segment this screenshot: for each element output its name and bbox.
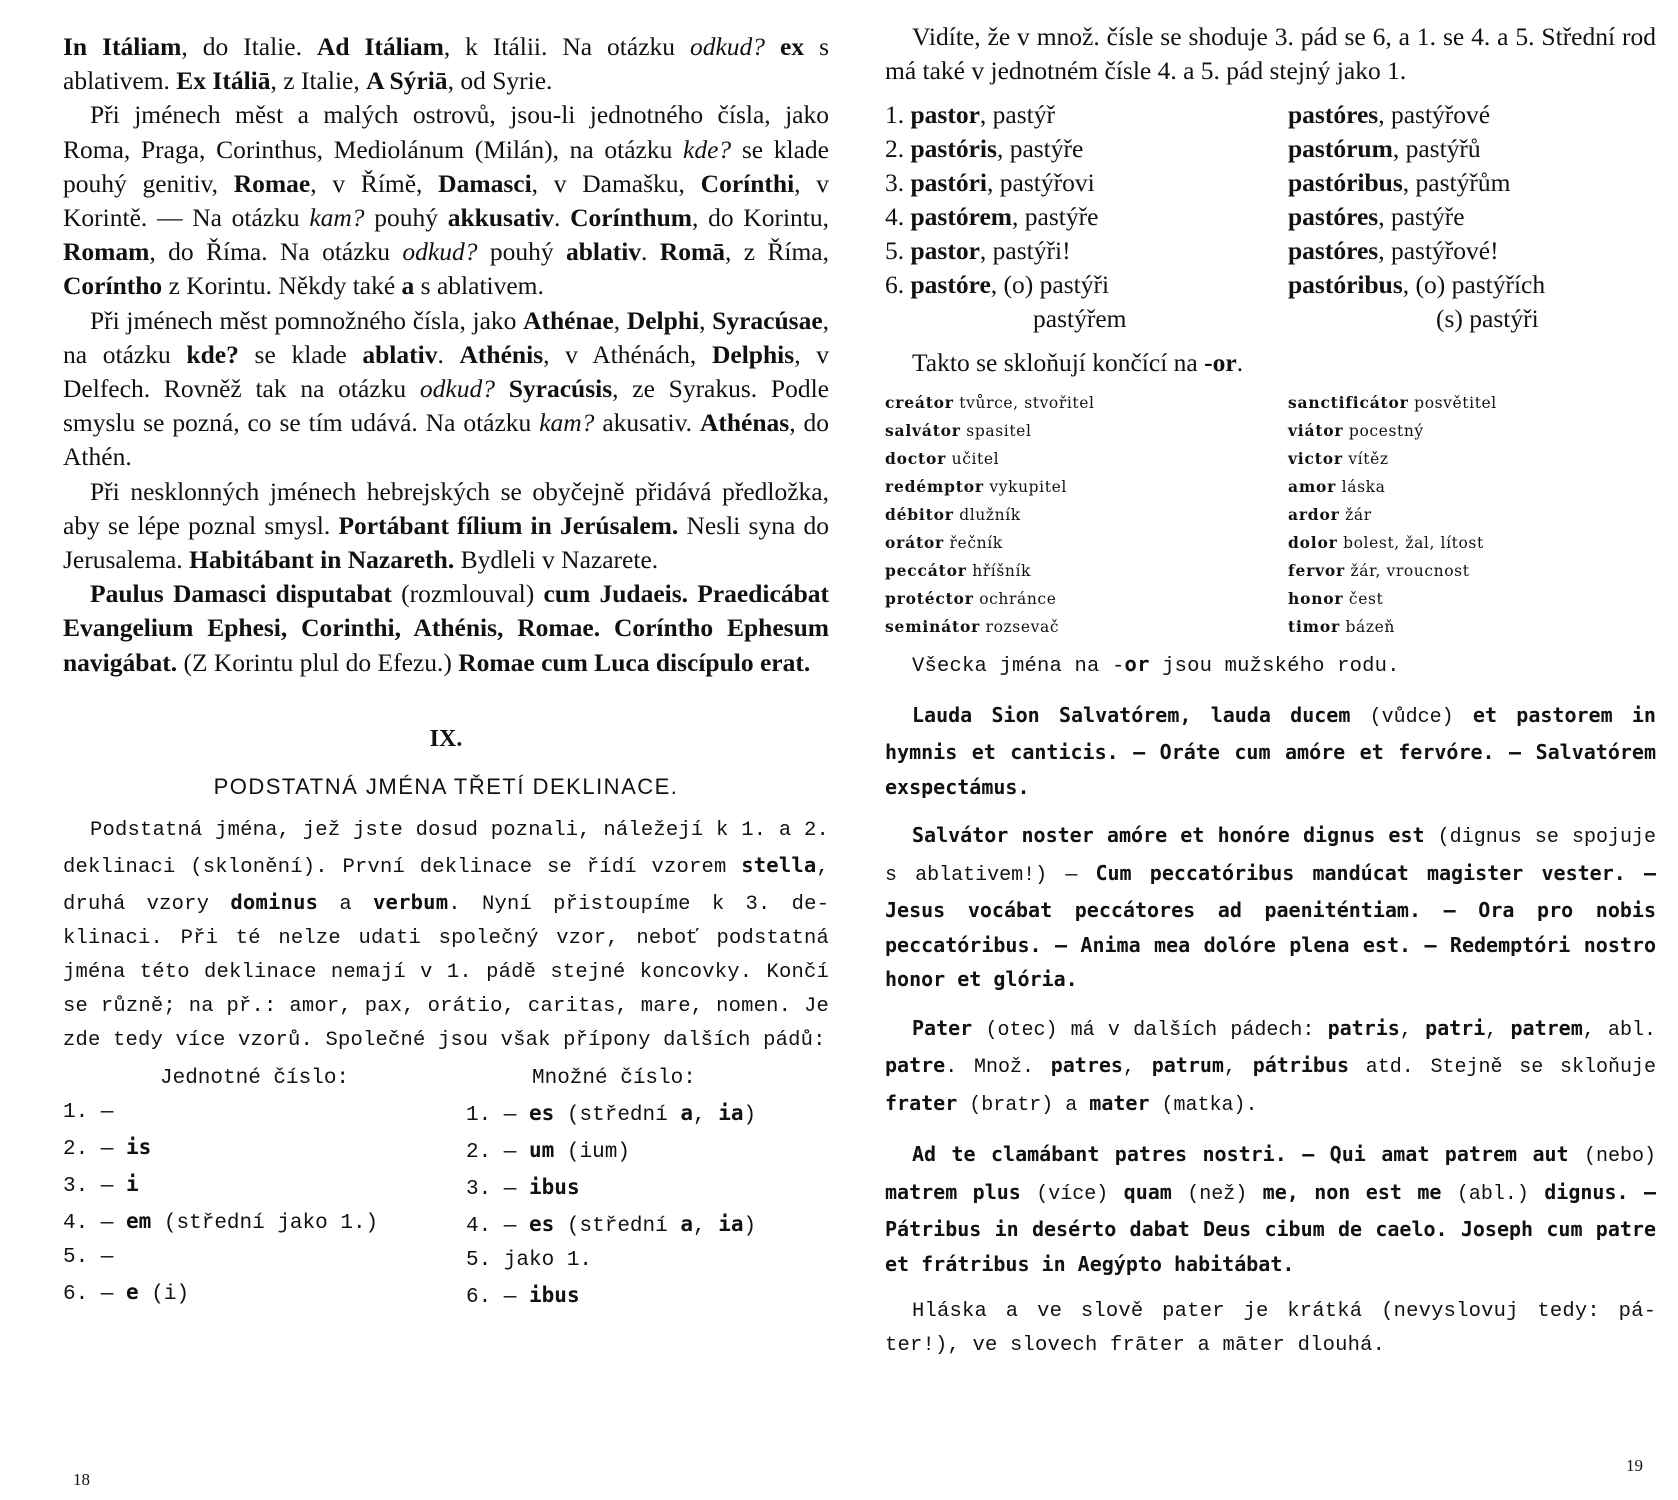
text-run: Při jménech měst a malých ostrovů, jsou-li jednotného čísla, jako Roma, Praga, Corinthus, Mediolánum (Milán), na otázku	[63, 100, 829, 164]
text-run: patrem	[1510, 1015, 1583, 1040]
list-item	[63, 1130, 466, 1167]
text-run: Nesli syna do Jerusalema.	[63, 510, 829, 575]
text-run: , pastýřům	[1402, 168, 1511, 198]
text-run: Syracúsis	[508, 374, 613, 404]
declension-table	[63, 1096, 829, 1315]
list-item	[1288, 417, 1656, 445]
paragraph	[885, 20, 1656, 88]
text-run: um	[529, 1137, 555, 1162]
text-run: quam	[1123, 1179, 1172, 1204]
text-run: akusativ.	[594, 408, 700, 438]
text-run: odkud?	[419, 374, 495, 404]
text-run: (než)	[1171, 1182, 1263, 1206]
text-run: stella	[741, 852, 817, 877]
text-run: Salvátor noster amóre et honóre dignus est	[912, 823, 1425, 848]
text-run: , pastýř	[979, 100, 1055, 130]
text-run: posvětitel	[1408, 393, 1497, 412]
text-run: Athénas	[699, 408, 790, 438]
text-run: dolor	[1288, 532, 1338, 552]
chapter-title: PODSTATNÁ JMÉNA TŘETÍ DEKLINACE.	[213, 773, 679, 799]
list-item	[1288, 98, 1656, 132]
text-run: )	[743, 1214, 757, 1238]
text-run: Romam	[63, 237, 150, 267]
text-run: Romā	[659, 237, 725, 267]
text-run: , z Italie,	[270, 66, 367, 96]
text-run: Ad te clamábant patres nostri. — Qui amat patrem aut	[912, 1142, 1569, 1167]
text-run: Podstatná jména, jež jste dosud poznali, náležejí k 1. a 2. deklinaci (sklonění). První deklinace se řídí vzorem	[63, 818, 829, 879]
text-run: pátribus	[1252, 1053, 1350, 1078]
text-run: kde?	[186, 339, 239, 369]
text-run: sanctificátor	[1288, 392, 1409, 412]
list-item	[885, 389, 1288, 417]
text-run: honor	[1288, 588, 1344, 608]
text-run: , pastýře	[1012, 202, 1099, 232]
list-item	[1288, 529, 1656, 557]
text-run: protéctor	[885, 588, 974, 608]
text-run: .	[554, 203, 571, 233]
text-run: bolest, žal, lítost	[1337, 533, 1484, 552]
text-run: a	[401, 271, 415, 301]
vocabulary-left	[885, 389, 1288, 641]
text-run: pastóres	[1288, 202, 1379, 232]
page-number: 19	[1626, 1456, 1643, 1475]
text-run: or	[1124, 651, 1150, 676]
text-run: , pastýřovi	[987, 168, 1095, 198]
text-run: ia	[718, 1211, 744, 1236]
text-run: , pastýřové	[1378, 100, 1491, 130]
list-item	[1288, 132, 1656, 166]
paradigm-singular-cont: pastýřem	[1033, 304, 1127, 334]
text-run: , pastýřové!	[1378, 236, 1499, 266]
text-run: ardor	[1288, 504, 1340, 524]
text-run: se klade	[238, 339, 363, 369]
list-item	[885, 529, 1288, 557]
text-run: Všecka jména na -	[912, 654, 1125, 678]
paragraph	[63, 304, 829, 475]
text-run: (dignus se spojuje s ablativem!) —	[885, 826, 1656, 887]
text-run: s ablativem.	[414, 271, 544, 301]
text-run: 6. —	[63, 1282, 127, 1306]
list-item	[1288, 557, 1656, 585]
list-item	[1288, 389, 1656, 417]
text-run: matrem plus	[885, 1179, 1021, 1204]
text-run: Corínthum	[570, 203, 692, 233]
text-run: akkusativ	[447, 203, 555, 233]
list-item	[1288, 585, 1656, 613]
text-run: .	[641, 237, 660, 267]
text-run: Vidíte, že v množ. čísle se shoduje 3. pád se 6, a 1. se 4. a 5. Střední rod má také v jednotném čísle 4. a 5. pád stejný jako 1.	[885, 22, 1656, 86]
text-run: , v Korintě. — Na otázku	[63, 168, 830, 233]
text-run: 3. —	[63, 1174, 127, 1198]
text-run: e	[126, 1279, 139, 1304]
list-item	[885, 166, 1288, 200]
text-run: , pastýře	[1378, 202, 1465, 232]
text-run: amor	[1288, 476, 1337, 496]
text-run: vítěz	[1342, 449, 1389, 468]
text-run: In Itáliam	[63, 32, 182, 61]
list-item	[885, 445, 1288, 473]
list-item	[63, 1204, 466, 1241]
text-run: Delphi	[626, 305, 700, 335]
text-run: , ze Syrakus. Podle smyslu se pozná, co se tím udává. Na otázku	[63, 374, 830, 438]
text-run: ,	[1399, 1018, 1426, 1042]
text-run: , do Říma. Na otázku	[149, 237, 403, 267]
text-run: Pater	[912, 1015, 973, 1040]
text-run: , od Syrie.	[447, 66, 553, 96]
text-run: redémptor	[885, 476, 984, 496]
paragraph	[63, 475, 829, 578]
text-run: řečník	[944, 533, 1003, 552]
text-run: i	[126, 1171, 139, 1196]
text-run: Romae	[233, 168, 311, 198]
text-run: dlužník	[953, 505, 1021, 524]
singular-header: Jednotné číslo:	[160, 1066, 350, 1090]
text-run: pocestný	[1343, 421, 1424, 440]
text-run: seminátor	[885, 616, 981, 636]
text-run: , pastýře	[996, 134, 1084, 164]
list-item	[885, 132, 1288, 166]
text-run: victor	[1288, 448, 1343, 468]
text-run: , k Itálii. Na otázku	[443, 32, 690, 61]
text-run: ,	[693, 1103, 719, 1127]
text-run: Athénis	[459, 339, 544, 369]
paradigm-table	[885, 98, 1656, 336]
text-run: viátor	[1288, 420, 1344, 440]
text-run: kam?	[309, 203, 365, 233]
singular-endings	[63, 1096, 466, 1315]
text-run: patrum	[1151, 1053, 1224, 1078]
text-run: Corínthi	[700, 168, 795, 198]
text-run: frater	[885, 1090, 958, 1115]
text-run: 5. —	[63, 1245, 114, 1269]
list-item	[885, 585, 1288, 613]
list-item	[885, 417, 1288, 445]
text-run: me, non est me	[1262, 1179, 1442, 1204]
text-run: pouhý	[364, 203, 448, 233]
text-run: , z Říma,	[724, 237, 829, 267]
text-run: es	[529, 1211, 555, 1236]
text-run: Portábant fílium in Jerúsalem.	[338, 510, 679, 540]
list-item	[1288, 473, 1656, 501]
text-run: mater	[1089, 1090, 1150, 1115]
text-run: (bratr) a	[957, 1093, 1090, 1117]
text-run: (matka).	[1149, 1093, 1258, 1117]
text-run: 5.	[885, 236, 911, 266]
paragraph	[885, 818, 1656, 997]
text-run: (otec) má v dalších pádech:	[972, 1018, 1328, 1042]
list-item	[63, 1167, 466, 1204]
paragraph	[885, 1295, 1656, 1363]
text-run: atd. Stejně se skloňuje	[1349, 1056, 1657, 1080]
text-run: patris	[1327, 1015, 1400, 1040]
text-run: láska	[1336, 477, 1386, 496]
text-run: Bydleli v Nazarete.	[454, 545, 659, 575]
text-run: s ablativem.	[63, 32, 829, 96]
text-run: z Korintu. Někdy také	[162, 271, 402, 301]
text-run: (střední	[554, 1103, 681, 1127]
paradigm-singular	[885, 98, 1288, 336]
text-run: is	[126, 1134, 152, 1159]
list-item	[466, 1207, 829, 1244]
text-run: ,	[693, 1214, 719, 1238]
list-item	[466, 1170, 829, 1207]
text-run: pastóris	[910, 134, 997, 164]
text-run: Při jménech měst pomnožného čísla, jako	[90, 305, 524, 335]
text-run: odkud?	[402, 237, 478, 267]
text-run: , do Italie.	[181, 32, 317, 61]
declension-headers	[63, 1062, 829, 1096]
text-run: dignus. — Pátribus in desérto dabat Deus cibum de caelo. Joseph cum patre et frátribus in Aegýpto habitábat.	[885, 1179, 1657, 1276]
paradigm-plural-cont: (s) pastýři	[1436, 304, 1539, 334]
text-run: a	[680, 1211, 693, 1236]
text-run: (střední jako 1.)	[151, 1211, 379, 1235]
text-run: kam?	[539, 408, 595, 438]
text-run: Takto se skloňují končící na	[912, 348, 1205, 378]
text-run: patre	[885, 1053, 946, 1078]
text-run: vykupitel	[983, 477, 1067, 496]
text-run: (Z Korintu plul do Efezu.)	[177, 647, 459, 677]
text-run: se klade pouhý genitiv,	[63, 134, 830, 198]
text-run: ibus	[529, 1174, 580, 1199]
text-run: Corínthо	[63, 271, 163, 301]
text-run: (rozmlouval)	[391, 579, 544, 609]
text-run: 1. —	[466, 1103, 530, 1127]
text-run: čest	[1343, 589, 1384, 608]
text-run: (nebo)	[1568, 1145, 1656, 1169]
text-run: (i)	[138, 1282, 190, 1306]
text-run: es	[529, 1100, 555, 1125]
text-run: Cum peccatóribus mandúcat magister vester. — Jesus vocábat peccátores ad paeniténtiam. — Ora pro nobis peccatóribus. — Anima mea dolóre plena est. — Redemptóri nostro honor et glória.	[885, 860, 1656, 992]
paragraph	[885, 346, 1656, 380]
text-run: 3.	[885, 168, 911, 198]
text-run: , v Delfech. Rovněž tak na otázku	[63, 339, 829, 404]
text-run: ,	[613, 305, 627, 335]
text-run: Při nesklonných jménech hebrejských se obyčejně přidává předložka, aby se lépe poznal smysl.	[63, 476, 829, 540]
text-run: fervor	[1288, 560, 1346, 580]
list-item	[1288, 200, 1656, 234]
text-run: (abl.)	[1441, 1182, 1545, 1206]
text-run	[495, 374, 509, 403]
text-run: , pastýři!	[979, 236, 1071, 266]
paragraph	[885, 698, 1656, 805]
text-run: . Množ.	[945, 1056, 1051, 1080]
paragraph	[63, 814, 829, 1058]
list-item	[1288, 445, 1656, 473]
text-run: , abl.	[1582, 1018, 1656, 1042]
text-run: , v Damašku,	[531, 168, 701, 198]
text-run: 4. —	[466, 1214, 530, 1238]
text-run: verbum	[373, 889, 449, 914]
text-run: Hláska a ve slově pater je krátká (nevyslovuj tedy: páter!), ve slovech frāter a māter dlouhá.	[885, 1300, 1656, 1358]
plural-header: Množné číslo:	[532, 1066, 696, 1090]
text-run: a	[680, 1100, 693, 1125]
paragraph	[885, 1137, 1656, 1281]
text-run: creátor	[885, 392, 954, 412]
list-item	[1288, 268, 1656, 302]
text-run: jsou mužského rodu.	[1149, 654, 1400, 678]
list-item	[885, 501, 1288, 529]
text-run: débitor	[885, 504, 954, 524]
text-run: pastor	[910, 236, 980, 266]
text-run: . Nyní přistoupíme k 3. deklinaci. Při té nelze udati společný vzor, neboť podstatná jména této deklinace nemají v 1. pádě stejné koncovky. Končí se různě; na př.: amor, pax, orátio, caritas, mare, nomen. Je zde tedy více vzorů. Společné jsou však přípony dalších pádů:	[63, 892, 829, 1052]
text-run: Damasci	[438, 168, 532, 198]
text-run: -or	[1204, 348, 1237, 378]
text-run: 1.	[885, 100, 911, 130]
text-run: , na otázku	[63, 305, 830, 369]
text-run: ex	[780, 32, 805, 61]
text-run: ibus	[529, 1282, 580, 1307]
text-run: ablativ	[362, 339, 438, 369]
text-run: ,	[1122, 1056, 1152, 1080]
text-run: peccátor	[885, 560, 967, 580]
text-run: Romae cum Luca discípulo erat.	[458, 647, 811, 677]
text-run: tvůrce, stvořitel	[953, 393, 1095, 412]
text-run: , druhá vzory	[63, 855, 829, 916]
text-run: Habitábant in Nazareth.	[189, 545, 455, 575]
text-run: 6.	[885, 270, 911, 300]
text-run: 1. —	[63, 1100, 114, 1124]
page-number: 18	[73, 1470, 90, 1489]
text-run: ochránce	[973, 589, 1057, 608]
list-item	[885, 268, 1288, 302]
text-run: timor	[1288, 616, 1340, 636]
list-item	[1288, 166, 1656, 200]
text-run: dominus	[230, 889, 319, 914]
text-run: kde?	[683, 134, 732, 164]
text-run: pastóres	[1288, 236, 1379, 266]
paradigm-plural	[1288, 98, 1656, 336]
text-run: , do Korintu,	[692, 203, 830, 233]
text-run: Delphis	[711, 339, 795, 369]
text-run: 3. —	[466, 1177, 530, 1201]
text-run: .	[1236, 348, 1244, 378]
text-run: hříšník	[966, 561, 1032, 580]
text-run: pastóres	[1288, 100, 1379, 130]
text-run: , do Athén.	[63, 408, 829, 472]
text-run: salvátor	[885, 420, 961, 440]
text-run: doctor	[885, 448, 947, 468]
text-run: , v Athénách,	[543, 339, 712, 369]
text-run: )	[743, 1103, 757, 1127]
text-run: Ex Itáliā	[176, 66, 271, 96]
text-run: et pastorem in hymnis et canticis. — Oráte cum amóre et fervóre. — Salvatórem exspectámus.	[885, 702, 1656, 799]
text-run: Athénae	[523, 305, 614, 335]
text-run: Paulus Damasci disputabat	[90, 579, 392, 609]
paragraph	[885, 1011, 1656, 1124]
text-run: ia	[718, 1100, 744, 1125]
text-run: ,	[1485, 1018, 1511, 1042]
list-item	[1288, 501, 1656, 529]
plural-endings	[466, 1096, 829, 1315]
text-run: , pastýřů	[1392, 134, 1481, 164]
paragraph	[885, 647, 1656, 684]
list-item	[885, 473, 1288, 501]
text-run: 4.	[885, 202, 911, 232]
list-item	[1288, 613, 1656, 641]
list-item	[466, 1244, 829, 1278]
text-run: a	[318, 892, 374, 916]
text-run: patri	[1425, 1015, 1486, 1040]
text-run: 2.	[885, 134, 911, 164]
list-item	[466, 1096, 829, 1133]
text-run: ,	[1223, 1056, 1253, 1080]
text-run: spasitel	[960, 421, 1032, 440]
text-run: pastóri	[910, 168, 987, 198]
text-run: odkud?	[689, 32, 766, 61]
text-run: 2. —	[63, 1137, 127, 1161]
text-run: patres	[1050, 1053, 1123, 1078]
text-run: 5. jako 1.	[466, 1248, 593, 1272]
list-item	[63, 1096, 466, 1130]
text-run: Syracúsae	[712, 305, 823, 335]
list-item	[466, 1133, 829, 1170]
text-run: orátor	[885, 532, 945, 552]
list-item	[885, 98, 1288, 132]
right-page	[839, 0, 1678, 1500]
text-run: žár, vroucnost	[1345, 561, 1470, 580]
text-run: pastóribus	[1288, 168, 1403, 198]
text-run: pastórum	[1288, 134, 1393, 164]
chapter-number: IX.	[429, 725, 463, 752]
text-run: ablativ	[565, 237, 642, 267]
text-run: (střední	[554, 1214, 681, 1238]
list-item	[885, 557, 1288, 585]
text-run: 6. —	[466, 1285, 530, 1309]
text-run: em	[126, 1208, 152, 1233]
text-run: 4. —	[63, 1211, 127, 1235]
list-item	[1288, 234, 1656, 268]
text-run: bázeň	[1339, 617, 1395, 636]
text-run: , (o) pastýři	[990, 270, 1110, 300]
text-run: (více)	[1020, 1182, 1124, 1206]
text-run: pastórem	[910, 202, 1013, 232]
list-item	[466, 1278, 829, 1315]
text-run: cum Judaeis. Praedicábat Evangelium Ephesi, Corinthi, Athénis, Romae. Coríntho Ephesum navigábat.	[63, 579, 830, 677]
text-run: .	[437, 339, 460, 369]
list-item	[885, 200, 1288, 234]
paragraph	[63, 30, 829, 98]
text-run: Lauda Sion Salvatórem, lauda ducem	[912, 702, 1351, 727]
text-run	[765, 32, 780, 61]
text-run: (vůdce)	[1350, 705, 1473, 729]
vocabulary-right	[1288, 389, 1656, 641]
text-run: učitel	[946, 449, 1000, 468]
text-run: , v Římě,	[310, 168, 439, 198]
list-item	[885, 234, 1288, 268]
list-item	[63, 1275, 466, 1312]
list-item	[885, 613, 1288, 641]
text-run: pouhý	[477, 237, 566, 267]
text-run: pastóribus	[1288, 270, 1403, 300]
text-run: žár	[1339, 505, 1372, 524]
text-run: Ad Itáliam	[316, 32, 444, 61]
text-run: rozsevač	[980, 617, 1060, 636]
text-run: ,	[699, 305, 713, 335]
vocabulary-list	[885, 389, 1656, 641]
text-run: pastor	[910, 100, 980, 130]
paragraph	[63, 98, 829, 303]
text-run: (ium)	[554, 1140, 630, 1164]
text-run: , (o) pastýřích	[1402, 270, 1546, 300]
paragraph	[63, 577, 829, 680]
text-run: 2. —	[466, 1140, 530, 1164]
text-run: A Sýriā	[366, 66, 448, 96]
text-run: pastóre	[910, 270, 991, 300]
list-item	[63, 1241, 466, 1275]
